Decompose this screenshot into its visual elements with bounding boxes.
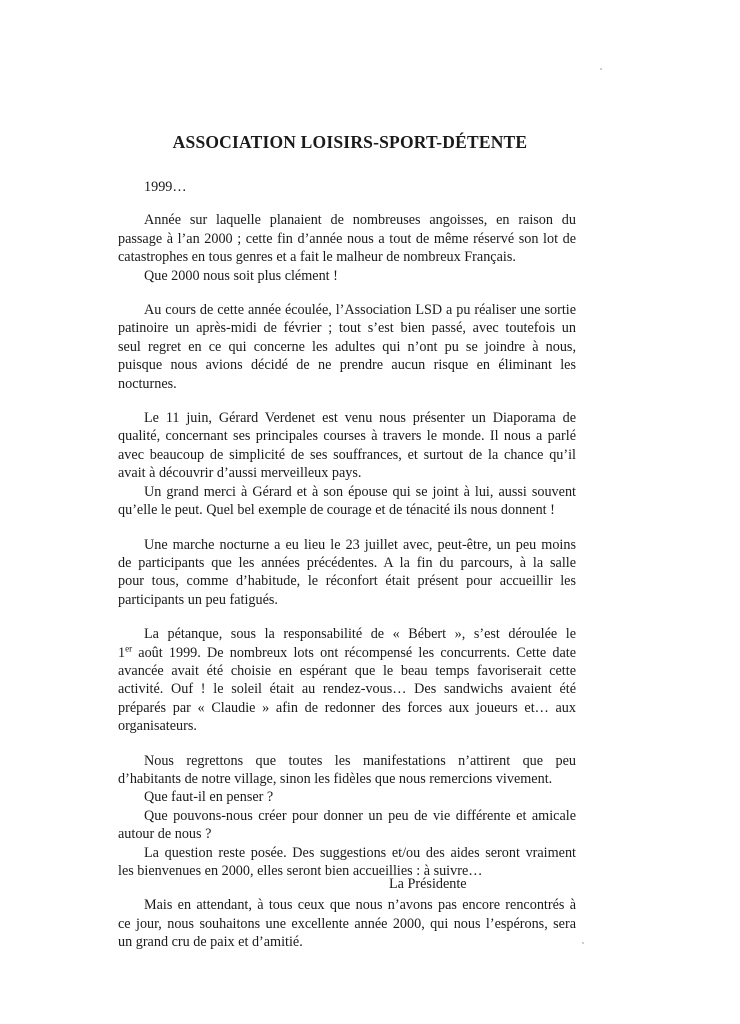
letter-body: [118, 178, 576, 968]
paragraph-night-walk: [118, 536, 576, 610]
paragraph-diaporama: [118, 409, 576, 519]
text-line: les bienvenues en 2000, elles seront bien accueillies : à suivre…: [118, 863, 483, 879]
text-line: un grand cru de paix et d’amitié.: [118, 934, 303, 951]
text-line: avec beaucoup de simplicité de ses souffrances, et surtout de la chance qu’il: [118, 446, 576, 463]
paragraph-skating: [118, 301, 576, 393]
text-line: La pétanque, sous la responsabilité de « Bébert », s’est déroulée le: [144, 626, 576, 643]
text-line: ce jour, nous souhaitons une excellente année 2000, qui nous l’espérons, sera: [118, 915, 576, 932]
date-suffix: er: [125, 642, 133, 653]
text-line: Le 11 juin, Gérard Verdenet est venu nous présenter un Diaporama de: [144, 410, 576, 427]
text-line: de participants que les années précédentes. A la fin du parcours, à la salle: [118, 554, 576, 571]
text-line: d’habitants de notre village, sinon les fidèles que nous remercions vivement.: [118, 770, 553, 787]
text-line: Au cours de cette année écoulée, l’Association LSD a pu réaliser une sortie: [144, 302, 576, 319]
text-line: Nous regrettons que toutes les manifestations n’attirent que peu: [144, 752, 576, 769]
text-line: patinoire un après-midi de février ; tout s’est bien passé, avec toutefois un: [118, 320, 576, 337]
text-line: La question reste posée. Des suggestions et/ou des aides seront vraiment: [144, 844, 576, 861]
scan-speck: [600, 68, 602, 70]
paragraph-participation: [118, 752, 576, 881]
text-line: préparés par « Claudie » afin de redonner des forces aux joueurs et… aux: [118, 699, 576, 716]
text-line: avait à découvrir d’aussi merveilleux pays.: [118, 465, 362, 482]
paragraph-petanque: [118, 625, 576, 735]
text-line: Une marche nocturne a eu lieu le 23 juillet avec, peut-être, un peu moins: [144, 536, 576, 553]
date-day: 1: [118, 644, 126, 661]
paragraph-wishes: [118, 896, 576, 951]
text-line: Que faut-il en penser ?: [144, 789, 274, 806]
text-line: activité. Ouf ! le soleil était au rendez-vous… Des sandwichs avaient été: [118, 681, 576, 698]
text-line: Mais en attendant, à tous ceux que nous n’avons pas encore rencontrés à: [144, 897, 576, 914]
signature: La Présidente: [389, 876, 467, 892]
year-heading: 1999…: [144, 179, 187, 195]
text-line-rest: août 1999. De nombreux lots ont récompensé les concurrents. Cette date: [138, 644, 576, 661]
text-line: puisque nous avions décidé de ne prendre aucun risque en éliminant les: [118, 357, 576, 374]
text-line: qualité, concernant ses principales courses à travers le monde. Il nous a parlé: [118, 428, 576, 445]
paragraph-intro: [118, 211, 576, 285]
text-line: Que 2000 nous soit plus clément !: [144, 267, 338, 284]
text-line: avancée avait été choisie en espérant que le beau temps favoriserait cette: [118, 662, 576, 679]
document-title: ASSOCIATION LOISIRS-SPORT-DÉTENTE: [172, 132, 528, 152]
text-line: passage à l’an 2000 ; cette fin d’année nous a tout de même réservé son lot de: [118, 230, 576, 247]
text-line: autour de nous ?: [118, 826, 212, 843]
text-line: pour tous, comme d’habitude, le réconfort était présent pour accueillir les: [118, 573, 576, 590]
text-line: [118, 644, 576, 662]
scan-speck: [582, 942, 584, 944]
text-line: organisateurs.: [118, 718, 197, 735]
text-line: Que pouvons-nous créer pour donner un peu de vie différente et amicale: [144, 807, 576, 824]
text-line: seul regret en ce qui concerne les adultes qui n’ont pu se joindre à nous,: [118, 338, 576, 355]
text-line: catastrophes en tous genres et a fait le malheur de nombreux Français.: [118, 249, 516, 266]
text-line: participants un peu fatigués.: [118, 591, 278, 608]
text-line: Année sur laquelle planaient de nombreuses angoisses, en raison du: [144, 212, 576, 229]
text-line: nocturnes.: [118, 375, 177, 392]
text-line: Un grand merci à Gérard et à son épouse qui se joint à lui, aussi souvent: [144, 483, 576, 500]
text-line: qu’elle le peut. Quel bel exemple de courage et de ténacité ils nous donnent !: [118, 502, 555, 519]
